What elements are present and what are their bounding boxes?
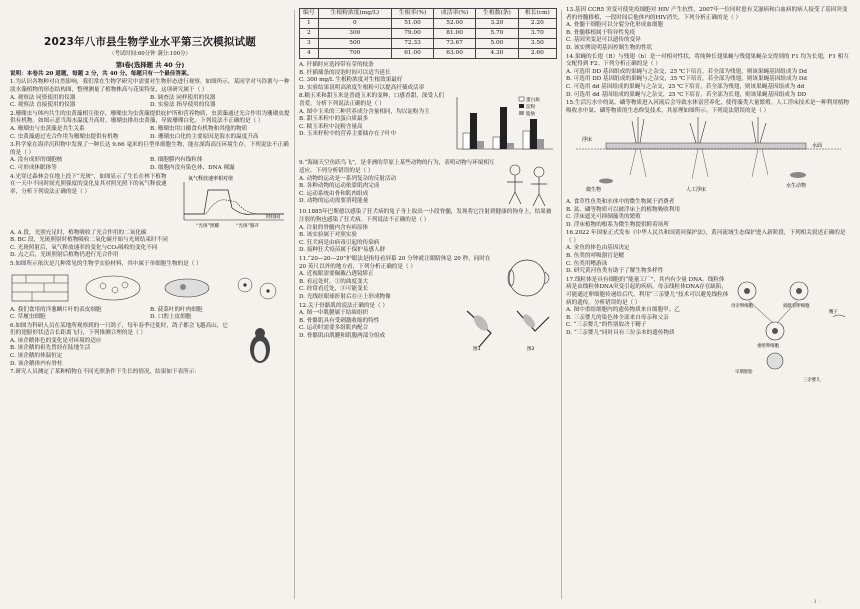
chart-xlabel: 时间(s) [266, 214, 281, 220]
option-d: D. 点之后，光斑照射后植物仍进行光合作用 [10, 252, 119, 259]
table-cell: 3.50 [518, 39, 556, 49]
question-16 [566, 230, 851, 276]
option-d: D. 可选用 dd 基因组成的果蝇与之杂交，25 ℃下培育，若全部为长翅，则该果蝇基因组成为 DD [566, 91, 807, 98]
option-a: A. 可选用 DD 基因组成的果蝇与之杂交，25 ℃下培育，若全部为残翅，则该果蝇基因组成为 Dd [566, 68, 807, 75]
table-header: 根长(cm) [518, 9, 556, 19]
label-reconstructed-egg: 重组卵细胞 [757, 343, 779, 349]
option-c: C. 可形成休眠体等 [10, 164, 57, 171]
option-b: B. 珊瑚虫用口摄食有机物和其他的物质 [150, 125, 248, 132]
option-b: B. 骨骼肌具有受刺激收缩的特性 [299, 317, 380, 324]
chart-label-off: “光斑”移开 [236, 223, 260, 229]
page-number: · 1 · [810, 599, 820, 605]
option-c: C. 草履虫细胞 [10, 314, 46, 321]
question-stem: 8.糯玉米和甜玉米是普通玉米的变种，口感香甜，深受人们喜爱。分析下列说法正确的是（ ） [299, 93, 445, 107]
cell-figures [10, 271, 290, 305]
table-cell: 51.00 [391, 19, 433, 29]
question-10 [299, 209, 557, 255]
table-cell: 5.00 [476, 39, 519, 49]
question-8 [299, 93, 557, 159]
legend-fat: 脂肪 [526, 112, 536, 118]
three-parent-baby-diagram [729, 277, 851, 387]
table-cell: 3.70 [518, 29, 556, 39]
option-b: B. 该实验属于对照实验 [299, 232, 358, 239]
table-row [300, 39, 557, 49]
column-right [566, 6, 851, 603]
question-stem: 10.1885年巴斯德以感染了狂犬病的兔子身上取出一小段脊髓，发现将它注射到健康的狗身上，结果被注射的狗也感染了狂犬病。下列说法不正确的是（ ） [299, 209, 552, 223]
option-d: D. 研究黄河鱼类有助于了解生物多样性 [566, 268, 664, 275]
option-a: A. 图中重组细胞内的遗传物质来自细胞甲、乙 [566, 307, 680, 314]
option-b: B. 细胞膜内有线粒体 [150, 157, 203, 164]
table-row [300, 19, 557, 29]
table-cell: 3.20 [476, 19, 519, 29]
question-6 [10, 323, 290, 369]
label-sperm: 精子 [829, 309, 838, 315]
option-d: D. 实验结果说明高浓度生根粉可以提高扦插成活率 [299, 84, 425, 91]
option-b: B. BC 段，光斑照射时植物吸收二氧化碳开始与光斑结束时不同 [10, 237, 168, 244]
option-b: B. 骨髓移植属于特异性免疫 [566, 29, 636, 36]
table-cell: 52.00 [434, 19, 476, 29]
option-d: D. 该企鹅体内有脊柱 [10, 360, 63, 367]
option-c: C. 运动系统由骨和肌肉组成 [299, 190, 369, 197]
option-a: A. 动物的运动是一系列复杂的反射活动 [299, 175, 397, 182]
epithelial-cells-illustration [230, 271, 290, 305]
question-stem: 3.科学家在海洋沉积物中发现了一种长达 9.66 毫米的巨型单细胞生物，能在深海高压环境生存。下列说法不正确的是（ ） [10, 142, 289, 156]
table-cell: 0 [318, 19, 391, 29]
table-row [300, 49, 557, 59]
instructions: 说明：本卷共 20 道题，每题 2 分，共 40 分。每题只有一个最佳答案。 [10, 71, 193, 77]
option-c: C. 观察法 直接使用的仪器 [10, 102, 76, 109]
table-cell: 2.20 [518, 19, 556, 29]
option-a: A. 食草性鱼类和水体中的微生物属于消费者 [566, 198, 675, 205]
table-cell: 1 [300, 19, 319, 29]
column-left [10, 6, 290, 603]
column-divider [561, 10, 562, 599]
option-a: A. 图中玉米的三种营养成分含量相同，均以淀粉为主 [299, 108, 430, 115]
option-d: D. 该实例说明基因控制生物的性状 [566, 44, 653, 51]
option-a: A. 观察法 同资使用的仪器 [10, 94, 76, 101]
option-d: D. 口腔上皮细胞 [150, 314, 192, 321]
question-stem: 12.关于骨骼肌的说法正确的是（ ） [299, 302, 388, 309]
option-a: A. 扦插时应选择带有芽的枝条 [299, 62, 374, 68]
question-1 [10, 79, 290, 109]
question-stem: 13.基因 CCR5 突变可使免疫细胞对 HIV 产生抗性，2007年一位同时患有艾滋病和白血病的病人接受了基因突变者的骨髓移植，一段时间后他体内的HIV消失，下列分析正确的是（ ） [566, 7, 848, 21]
table-row [300, 29, 557, 39]
table-cell: 500 [318, 39, 391, 49]
option-a: A. 该企鹅体色的变化是对环境的适应 [10, 337, 102, 344]
question-7 [10, 369, 290, 377]
people-illustration [497, 160, 557, 208]
table-header: 生根数(条) [476, 9, 519, 19]
exam-subtitle: （考试时间:60分钟 满分:100分） [109, 51, 191, 57]
table-cell: 61.00 [391, 49, 433, 59]
option-a: A. 珊瑚虫与虫黄藻是共生关系 [10, 125, 85, 132]
legend-protein: 蛋白质 [526, 98, 540, 104]
corn-nutrient-chart [447, 93, 557, 159]
question-stem: 6.如图为科研人员在某地所观察到的一只鸽子，每年春季迁徙时，鸽子都会飞越高山，它们的翅膀形状适合长距离飞行，下列推测合理的是（ ） [10, 322, 228, 337]
question-5 [10, 261, 290, 322]
table-header: 成活率(%) [434, 9, 476, 19]
question-stem: 9.“海阔天空鱼跃鸟飞”，是非洲的草原上某些动物的行为，表明动物与环境相互适应。下列分析错误的是（ ） [299, 160, 495, 174]
oxygen-rate-chart [170, 174, 290, 230]
option-b: B. 三亲婴儿的染色体全部来自母亲和父亲 [566, 314, 669, 321]
option-d: D. “三亲婴儿”同时具有三位亲本的遗传物质 [566, 330, 675, 336]
option-c: C. 300 mg/L 生根粉浓度对生根效果最好 [299, 77, 403, 84]
label-early-embryo: 早期胚胎 [735, 369, 753, 375]
question-9 [299, 160, 557, 208]
option-c: C. 运动时需要多组肌肉配合 [299, 325, 369, 332]
question-17 [566, 277, 851, 387]
leaf-section-illustration [83, 271, 143, 305]
option-b: B. 甜玉米粒中的蛋白质最多 [299, 116, 369, 123]
chart-label-on: “光斑”照耀 [196, 223, 220, 229]
bird-illustration [230, 323, 290, 367]
legend-starch: 淀粉 [526, 105, 536, 111]
option-c: C. 光斑照射后，氧气释放速率的变化与CO₂吸收的变化不同 [10, 244, 158, 251]
option-d: D. 实验法 指导使用的仪器 [150, 102, 216, 109]
rooting-table [299, 8, 557, 59]
option-b: B. 各种动物的运动依靠肌肉完成 [299, 183, 380, 190]
question-11 [299, 256, 557, 302]
option-b: B. 可选用 DD 基因组成的果蝇与之杂交，35 ℃下培育，若全部为残翅，则该果蝇基因组成为 Dd [566, 76, 807, 83]
table-cell: 73.67 [434, 39, 476, 49]
table-cell: 2.60 [518, 49, 556, 59]
table-cell: 2 [300, 29, 319, 39]
option-c: C. 鱼类用鳍游泳 [566, 260, 608, 267]
question-stem: 1.为认识各物种对自然影响，我们常在生物学研究中需要对生物形态进行观察。如图所示，某同学对马铃薯与一种淡水藻植物的形态结构图，整理测量了植物株高与花果特征，这项研究属于（ ） [10, 79, 290, 93]
label-microbe: 微生物 [586, 187, 602, 194]
table-cell: 72.33 [391, 39, 433, 49]
table-cell: 4 [300, 49, 319, 59]
artificial-floating-bed-diagram [566, 115, 851, 195]
option-b: B. 调查法 同样使用的仪器 [150, 94, 216, 101]
table-header: 生根粉浓度(mg/L) [318, 9, 391, 19]
table-cell: 300 [318, 29, 391, 39]
option-d: D. 光线经眼球折射后在④上形成物像 [299, 293, 391, 300]
option-a: A. 近视眼需要佩戴凸透镜矫正 [299, 271, 374, 278]
option-a: A. A 段，光照充足时，植物吸收了光合作用的二氧化碳 [10, 229, 147, 236]
chart-ylabel: 氧气释放速率相对值 [188, 175, 234, 182]
option-d: D. 动物的运动需要消耗能量 [299, 198, 369, 205]
option-c: C. 可选用 dd 基因组成的果蝇与之杂交，25 ℃下培育，若全部为残翅，则该果蝇基因组成为 dd [566, 83, 805, 90]
question-stem: 16.2022 年国家正式发布《中华人民共和国黄河保护法》，黄河流域生态保护进入新阶段，下列相关叙述正确的是（ ） [566, 230, 846, 244]
table-cell: 5.70 [476, 29, 519, 39]
table-cell: 700 [318, 49, 391, 59]
option-c: C. 糯玉米粒中淀粉含量高 [299, 123, 363, 130]
option-b: B. 扦插插条的浸泡时间可以适当延长 [299, 69, 391, 76]
question-stem: 4.光穿过森林会在地上投下“光斑”，如图显示了生长在林下植物在一天中不同时间光照强度的变化及其对照光照下的氧气释放速率，分析下列说法正确的是（ ） [10, 173, 167, 195]
option-c: C. 基因突变是可以遗传的变异 [566, 37, 641, 44]
label-three-parent-baby: 三亲婴儿 [803, 377, 821, 383]
question-14 [566, 54, 851, 100]
table-cell: 4.30 [476, 49, 519, 59]
option-a: A. 我们食用的洋葱鳞片叶的表皮细胞 [10, 306, 102, 313]
table-header: 生根率(%) [391, 9, 433, 19]
question-4 [10, 174, 290, 230]
option-c: C. 虫黄藻通过光合作用为珊瑚虫提供有机物 [10, 133, 119, 140]
table-header: 编号 [300, 9, 319, 19]
table-header-row [300, 9, 557, 19]
option-c: C. 该企鹅的体温恒定 [10, 353, 63, 360]
option-c: C. 浮床遮光可抑制藻类的繁殖 [566, 214, 641, 221]
label-floating-bed: 浮床 [582, 137, 593, 144]
option-b: B. 看远处时，①的曲度变大 [299, 278, 369, 285]
question-stem: 11.“20—20—20”护眼法是指每看屏幕 20 分钟就让眼睛休息 20 秒，同时在 20 英尺以外的地方看，下列分析正确的是（ ） [299, 255, 491, 270]
option-d: D. 珊瑚虫白化的主要原因是海水的温度升高 [150, 133, 259, 140]
label-artificial-bed: 人工浮床 [686, 187, 707, 194]
question-stem: 14.果蝇的长翅（B）与残翅（b）是一对相对性状，将纯种长翅果蝇与残翅果蝇杂交得到的 F1 均为长翅，F1 相互交配得到 F2。下列分析正确的是（ ） [566, 53, 849, 68]
label-donor-egg: 捐献者卵细胞 [783, 303, 810, 309]
label-aquatic-animal: 水生动物 [786, 183, 807, 190]
question-stem: 7.研究人员测定了某种植物在不同光照条件下生长的情况，结果如下表所示： [10, 369, 200, 376]
table-cell: 79.00 [391, 29, 433, 39]
option-b: B. 鱼类的呼吸器官是鳃 [566, 253, 625, 260]
exam-title: 2023年八市县生物学业水平第三次模拟试题 [44, 36, 256, 48]
figure-label: 图1 [473, 346, 481, 351]
option-d: D. 骨骼肌由肌腱和肌腹两部分组成 [299, 332, 386, 339]
eye-diagram [495, 256, 557, 300]
option-a: A. 金鱼的体色由基因决定 [566, 245, 630, 252]
option-d: D. 细胞内没有染色体、DNA 裸露 [150, 164, 235, 171]
column-divider [294, 10, 295, 599]
question-stem: 15.生活污水中的氮、磷等物质进入河流后会导致水体富营养化，使得藻类大量繁殖。人工浮床技术是一种利用植物吸收水中氮、磷等物质的生态修复技术，其原理如图所示。下列说法错误的是（ ） [566, 100, 849, 114]
section-heading: 第Ⅰ卷(选择题 共 40 分) [115, 61, 185, 69]
option-d: D. 玉米籽粒中的营养主要储存在子叶中 [299, 131, 397, 138]
onion-cells-illustration [10, 271, 70, 305]
table-cell: 81.00 [434, 29, 476, 39]
option-b: B. 氮、磷等物质可以被浮床上的植物吸收利用 [566, 206, 680, 213]
option-d: D. 浮床植物的根系为微生物提供附着场所 [566, 221, 669, 228]
table-cell: 3 [300, 39, 319, 49]
question-stem: 17.线粒体是具有细胞的“能量工厂”，其内有少量 DNA。线粒体病是由线粒体DNA突变引起的疾病，母亲线粒体DNA存在缺陷，可能通过卵细胞传递给后代。利用“三亲婴儿”技术可以避免线粒体病的遗传。分析错误的是（ ） [566, 276, 729, 306]
label-water-surface: 水面 [812, 143, 823, 150]
option-a: A. 骨髓干细胞可以分裂分化形成血细胞 [566, 22, 664, 29]
option-c: C. “三亲婴儿”的性别取决于精子 [566, 322, 647, 329]
question-2 [10, 111, 290, 141]
table-cell: 63.00 [434, 49, 476, 59]
question-stem: 2.珊瑚虫与体内共生的虫黄藻相互依存，珊瑚虫为虫黄藻提供庇护所和营养物质，虫黄藻通过光合作用为珊瑚虫提供有机物。如图示意当海水温度升高时，珊瑚虫排出虫黄藻，导致珊瑚白化。下列说法不正确的是（ ） [10, 110, 290, 125]
label-mother-egg: 母亲卵细胞 [731, 303, 753, 309]
column-middle [299, 6, 557, 603]
question-stem: 5.如图所示依次是几种常见的生物学实验材料，其中属于单细胞生物的是（ ） [10, 260, 202, 267]
option-c: C. 狂犬病是由病毒引起的传染病 [299, 239, 380, 246]
option-a: A. 图一中肌腱属于结缔组织 [299, 310, 369, 317]
option-b: B. 该企鹅的祖先曾经在陆地生活 [10, 345, 91, 352]
option-a: A. 注射的脊髓内含有病原体 [299, 224, 369, 231]
arm-muscle-diagram [461, 303, 557, 351]
question-3 [10, 142, 290, 172]
option-a: A. 没有成形的细胞核 [10, 157, 63, 164]
figure-label: 图2 [527, 346, 535, 351]
question-15 [566, 100, 851, 229]
option-b: B. 菠菜叶的叶肉细胞 [150, 306, 203, 313]
question-12 [299, 303, 557, 351]
paramecium-illustration [157, 271, 217, 305]
option-c: C. 经常看近处，③可能变长 [299, 286, 369, 293]
option-d: D. 接种狂犬疫苗属于保护易感人群 [299, 247, 386, 254]
question-13 [566, 7, 851, 53]
